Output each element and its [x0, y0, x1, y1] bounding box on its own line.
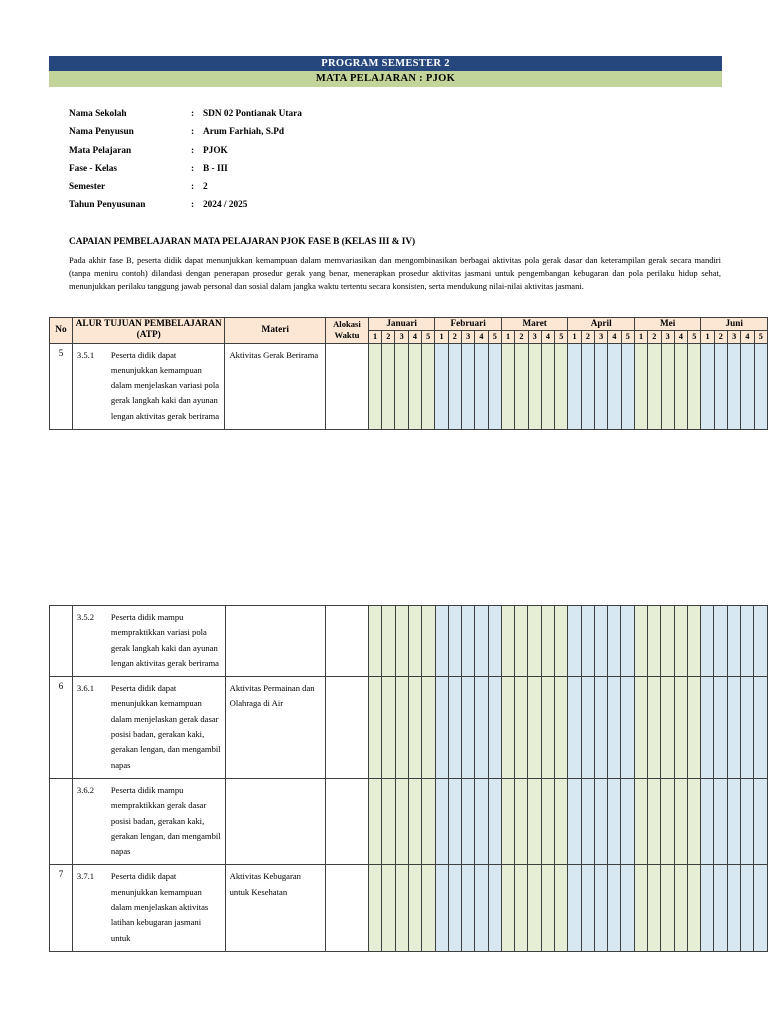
alokasi-line-2: Waktu [334, 330, 360, 341]
identity-label: Fase - Kelas [69, 163, 118, 174]
cell-atp [72, 606, 225, 677]
cell-week-marker[interactable] [462, 343, 475, 429]
identity-label: Nama Penyusun [69, 127, 134, 138]
column-header-week: 1 [368, 330, 381, 343]
cell-week-marker[interactable] [501, 778, 514, 864]
cell-week-marker[interactable] [687, 865, 700, 951]
identity-row [69, 146, 302, 164]
column-header-week: 4 [475, 330, 488, 343]
cell-week-marker[interactable] [568, 677, 581, 779]
atp-text: Peserta didik dapat menunjukkan kemampuan dalam menjelaskan gerak dasar posisi badan, gerakan kaki, gerakan lengan, dan mengambil napas [110, 683, 221, 770]
atp-item [77, 869, 222, 945]
cell-week-marker[interactable] [754, 778, 768, 864]
column-header-no: No [50, 318, 73, 344]
column-header-week: 3 [395, 330, 408, 343]
column-header-week: 2 [714, 330, 727, 343]
cell-week-marker[interactable] [382, 778, 395, 864]
cell-week-marker[interactable] [701, 677, 714, 779]
cell-week-marker[interactable] [541, 343, 554, 429]
identity-colon: : [191, 182, 195, 193]
cell-week-marker[interactable] [422, 606, 435, 677]
cell-week-marker[interactable] [395, 677, 408, 779]
atp-text: Peserta didik mampu mempraktikkan gerak dasar posisi badan, gerakan kaki, gerakan lengan, dan mengambil napas [110, 784, 221, 857]
cell-week-marker[interactable] [754, 677, 768, 779]
cell-week-marker[interactable] [488, 865, 501, 951]
cell-materi: Aktivitas Kebugaran untuk Kesehatan [225, 865, 326, 951]
cell-week-marker[interactable] [568, 343, 581, 429]
atp-number: 3.6.1 [76, 683, 95, 694]
cell-week-marker[interactable] [741, 343, 754, 429]
cell-week-marker[interactable] [515, 343, 528, 429]
table-body-part-2 [50, 606, 768, 952]
table-row [50, 778, 768, 864]
cell-week-marker[interactable] [408, 606, 421, 677]
cell-week-marker[interactable] [541, 677, 554, 779]
atp-item [77, 610, 222, 671]
table-row [50, 343, 768, 429]
cell-week-marker[interactable] [714, 606, 727, 677]
cell-week-marker[interactable] [661, 778, 674, 864]
cell-week-marker[interactable] [674, 343, 687, 429]
cell-week-marker[interactable] [648, 343, 661, 429]
cell-week-marker[interactable] [594, 677, 607, 779]
cell-week-marker[interactable] [369, 677, 382, 779]
cell-week-marker[interactable] [608, 606, 621, 677]
identity-value: B - III [203, 163, 228, 174]
cell-materi [225, 606, 326, 677]
cell-week-marker[interactable] [595, 343, 608, 429]
table-header [50, 318, 768, 344]
program-semester-title-bar: PROGRAM SEMESTER 2 [49, 56, 722, 71]
cell-week-marker[interactable] [515, 677, 528, 779]
identity-value: PJOK [203, 145, 228, 156]
cell-week-marker[interactable] [555, 606, 568, 677]
cell-week-marker[interactable] [581, 343, 594, 429]
atp-number: 3.6.2 [76, 784, 95, 795]
column-header-week: 4 [741, 330, 754, 343]
cell-no: 6 [50, 677, 73, 779]
identity-value: 2024 / 2025 [203, 200, 248, 211]
cell-week-marker[interactable] [528, 606, 541, 677]
cell-week-marker[interactable] [382, 343, 395, 429]
cell-week-marker[interactable] [501, 677, 514, 779]
cell-week-marker[interactable] [701, 343, 714, 429]
cell-week-marker[interactable] [714, 343, 727, 429]
table-row [50, 865, 768, 951]
cell-week-marker[interactable] [462, 778, 475, 864]
cell-week-marker[interactable] [754, 865, 768, 951]
cell-week-marker[interactable] [648, 778, 661, 864]
column-header-week: 5 [754, 330, 767, 343]
cell-week-marker[interactable] [701, 606, 714, 677]
alokasi-line-1: Alokasi [333, 318, 361, 329]
cell-week-marker[interactable] [488, 677, 501, 779]
cell-week-marker[interactable] [555, 677, 568, 779]
cell-week-marker[interactable] [634, 865, 647, 951]
identity-label: Semester [69, 182, 106, 193]
atp-item [77, 348, 222, 424]
cell-week-marker[interactable] [621, 606, 634, 677]
cell-week-marker[interactable] [674, 606, 687, 677]
column-header-month: Februari [435, 318, 502, 331]
cell-week-marker[interactable] [634, 677, 647, 779]
cell-week-marker[interactable] [462, 677, 475, 779]
cell-week-marker[interactable] [475, 778, 488, 864]
cell-week-marker[interactable] [661, 343, 674, 429]
cell-no [50, 778, 73, 864]
cell-week-marker[interactable] [408, 343, 421, 429]
cell-no: 7 [50, 865, 73, 951]
cell-week-marker[interactable] [648, 606, 661, 677]
cell-week-marker[interactable] [687, 677, 700, 779]
cell-week-marker[interactable] [382, 606, 395, 677]
cell-week-marker[interactable] [528, 343, 541, 429]
cell-week-marker[interactable] [714, 865, 727, 951]
column-header-week: 5 [621, 330, 634, 343]
cell-week-marker[interactable] [541, 778, 554, 864]
atp-number: 3.5.1 [76, 349, 95, 360]
identity-value: SDN 02 Pontianak Utara [203, 109, 302, 119]
cell-week-marker[interactable] [488, 778, 501, 864]
identity-row [69, 109, 302, 127]
cell-week-marker[interactable] [369, 778, 382, 864]
cell-week-marker[interactable] [475, 865, 488, 951]
cell-week-marker[interactable] [594, 606, 607, 677]
identity-colon: : [191, 145, 195, 156]
table-header-row-months [50, 318, 768, 331]
identity-label: Nama Sekolah [69, 109, 127, 119]
column-header-week: 5 [422, 330, 435, 343]
column-header-week: 2 [581, 330, 594, 343]
column-header-week: 4 [674, 330, 687, 343]
cell-alokasi-waktu [326, 606, 369, 677]
table-row [50, 677, 768, 779]
cell-week-marker[interactable] [608, 865, 621, 951]
column-header-week: 5 [555, 330, 568, 343]
cell-atp [72, 865, 225, 951]
cell-week-marker[interactable] [727, 677, 740, 779]
cell-week-marker[interactable] [568, 865, 581, 951]
atp-item [77, 783, 222, 859]
identity-label: Tahun Penyusunan [69, 200, 146, 211]
cell-week-marker[interactable] [435, 606, 448, 677]
capaian-pembelajaran-body: Pada akhir fase B, peserta didik dapat menunjukkan kemampuan dalam memvariasikan dan mengombinasikan berbagai aktivitas pola gerak dasar dan keterampilan gerak secara mandiri (tanpa meniru contoh) dilandasi dengan penerapan prosedur gerak yang benar, menerapkan prosedur aktivitas jasmani untuk pengembangan kebugaran dan pola perilaku hidup sehat, menunjukkan perilaku tanggung jawab personal dan sosial dalam jangka waktu tertentu secara konsisten, serta mendukung nilai-nilai aktivitas jasmani. [69, 255, 721, 292]
cell-week-marker[interactable] [581, 606, 594, 677]
cell-week-marker[interactable] [501, 865, 514, 951]
program-semester-table-part-2 [49, 605, 768, 952]
cell-week-marker[interactable] [395, 778, 408, 864]
cell-week-marker[interactable] [568, 606, 581, 677]
identity-value: 2 [203, 182, 208, 193]
cell-week-marker[interactable] [448, 865, 461, 951]
table-body-part-1 [50, 343, 768, 429]
cell-atp [72, 778, 225, 864]
cell-week-marker[interactable] [541, 606, 554, 677]
cell-no: 5 [50, 343, 73, 429]
cell-week-marker[interactable] [369, 865, 382, 951]
atp-number: 3.7.1 [76, 871, 95, 882]
cell-week-marker[interactable] [435, 677, 448, 779]
cell-week-marker[interactable] [727, 865, 740, 951]
identity-row [69, 200, 302, 218]
cell-week-marker[interactable] [621, 343, 634, 429]
cell-week-marker[interactable] [555, 343, 568, 429]
cell-week-marker[interactable] [687, 606, 700, 677]
column-header-week: 4 [541, 330, 554, 343]
atp-number: 3.5.2 [76, 612, 95, 622]
cell-week-marker[interactable] [448, 343, 461, 429]
cell-week-marker[interactable] [422, 677, 435, 779]
cell-alokasi-waktu [326, 865, 369, 951]
column-header-week: 2 [515, 330, 528, 343]
cell-week-marker[interactable] [661, 677, 674, 779]
column-header-month: Juni [701, 318, 768, 331]
cell-alokasi-waktu [326, 778, 369, 864]
column-header-week: 2 [448, 330, 461, 343]
identity-row [69, 127, 302, 145]
cell-week-marker[interactable] [408, 778, 421, 864]
cell-week-marker[interactable] [515, 778, 528, 864]
cell-week-marker[interactable] [714, 778, 727, 864]
cell-week-marker[interactable] [368, 343, 381, 429]
cell-week-marker[interactable] [488, 606, 501, 677]
cell-week-marker[interactable] [528, 865, 541, 951]
column-header-week: 1 [701, 330, 714, 343]
column-header-materi: Materi [225, 318, 326, 344]
cell-week-marker[interactable] [382, 677, 395, 779]
column-header-month: April [568, 318, 634, 331]
atp-text: Peserta didik dapat menunjukkan kemampuan dalam menjelaskan variasi pola gerak langkah kaki dan ayunan lengan aktivitas gerak berirama [110, 349, 220, 421]
cell-week-marker[interactable] [674, 778, 687, 864]
cell-week-marker[interactable] [674, 865, 687, 951]
cell-week-marker[interactable] [581, 677, 594, 779]
cell-week-marker[interactable] [395, 343, 408, 429]
cell-week-marker[interactable] [754, 343, 767, 429]
cell-week-marker[interactable] [714, 677, 727, 779]
cell-week-marker[interactable] [501, 343, 514, 429]
column-header-week: 3 [727, 330, 740, 343]
cell-week-marker[interactable] [740, 606, 753, 677]
column-header-month: Mei [634, 318, 700, 331]
cell-week-marker[interactable] [621, 778, 634, 864]
cell-week-marker[interactable] [408, 865, 421, 951]
cell-week-marker[interactable] [634, 606, 647, 677]
cell-week-marker[interactable] [475, 606, 488, 677]
cell-week-marker[interactable] [369, 606, 382, 677]
column-header-month: Maret [501, 318, 567, 331]
cell-week-marker[interactable] [634, 343, 647, 429]
cell-materi [225, 778, 326, 864]
cell-week-marker[interactable] [475, 343, 488, 429]
cell-week-marker[interactable] [608, 343, 621, 429]
column-header-week: 2 [648, 330, 661, 343]
identity-colon: : [191, 109, 195, 119]
cell-week-marker[interactable] [608, 778, 621, 864]
cell-week-marker[interactable] [435, 778, 448, 864]
cell-week-marker[interactable] [727, 606, 740, 677]
cell-week-marker[interactable] [608, 677, 621, 779]
column-header-week: 1 [568, 330, 581, 343]
identity-colon: : [191, 163, 195, 174]
cell-week-marker[interactable] [568, 778, 581, 864]
column-header-week: 3 [595, 330, 608, 343]
column-header-week: 2 [382, 330, 395, 343]
column-header-week: 1 [501, 330, 514, 343]
atp-text: Peserta didik dapat menunjukkan kemampuan dalam menjelaskan aktivitas latihan kebugaran jasmani untuk [110, 871, 209, 943]
cell-week-marker[interactable] [740, 865, 753, 951]
cell-week-marker[interactable] [515, 606, 528, 677]
cell-week-marker[interactable] [382, 865, 395, 951]
cell-week-marker[interactable] [408, 677, 421, 779]
cell-week-marker[interactable] [488, 343, 501, 429]
cell-week-marker[interactable] [701, 865, 714, 951]
cell-materi: Aktivitas Permainan dan Olahraga di Air [225, 677, 326, 779]
column-header-week: 4 [608, 330, 621, 343]
cell-week-marker[interactable] [661, 865, 674, 951]
cell-week-marker[interactable] [674, 677, 687, 779]
cell-week-marker[interactable] [422, 865, 435, 951]
identity-label: Mata Pelajaran [69, 145, 132, 156]
mata-pelajaran-title-bar: MATA PELAJARAN : PJOK [49, 71, 722, 87]
cell-week-marker[interactable] [648, 677, 661, 779]
cell-atp [72, 343, 225, 429]
cell-no [50, 606, 73, 677]
cell-week-marker[interactable] [515, 865, 528, 951]
cell-week-marker[interactable] [435, 343, 448, 429]
cell-week-marker[interactable] [448, 677, 461, 779]
cell-week-marker[interactable] [475, 677, 488, 779]
identity-value: Arum Farhiah, S.Pd [203, 127, 285, 138]
identity-colon: : [191, 200, 195, 211]
cell-alokasi-waktu [326, 343, 369, 429]
cell-week-marker[interactable] [462, 865, 475, 951]
identity-block [69, 109, 302, 219]
column-header-week: 5 [688, 330, 701, 343]
cell-week-marker[interactable] [541, 865, 554, 951]
cell-week-marker[interactable] [422, 778, 435, 864]
column-header-week: 1 [634, 330, 647, 343]
cell-week-marker[interactable] [462, 606, 475, 677]
program-semester-table-part-1 [49, 317, 768, 430]
cell-week-marker[interactable] [448, 778, 461, 864]
cell-week-marker[interactable] [435, 865, 448, 951]
cell-week-marker[interactable] [501, 606, 514, 677]
cell-week-marker[interactable] [727, 343, 740, 429]
cell-week-marker[interactable] [594, 865, 607, 951]
cell-materi: Aktivitas Gerak Berirama [225, 343, 326, 429]
cell-week-marker[interactable] [594, 778, 607, 864]
atp-text: Peserta didik mampu mempraktikkan variasi pola gerak langkah kaki dan ayunan lengan aktivitas gerak berirama [110, 612, 219, 668]
cell-week-marker[interactable] [395, 606, 408, 677]
identity-row [69, 182, 302, 200]
identity-row [69, 164, 302, 182]
cell-week-marker[interactable] [621, 677, 634, 779]
atp-item [77, 681, 222, 773]
cell-week-marker[interactable] [448, 606, 461, 677]
column-header-week: 5 [488, 330, 501, 343]
cell-week-marker[interactable] [395, 865, 408, 951]
cell-week-marker[interactable] [740, 778, 753, 864]
cell-week-marker[interactable] [555, 778, 568, 864]
cell-week-marker[interactable] [661, 606, 674, 677]
column-header-week: 4 [408, 330, 421, 343]
cell-week-marker[interactable] [727, 778, 740, 864]
cell-alokasi-waktu [326, 677, 369, 779]
column-header-week: 3 [528, 330, 541, 343]
cell-week-marker[interactable] [754, 606, 768, 677]
cell-week-marker[interactable] [688, 343, 701, 429]
cell-week-marker[interactable] [740, 677, 753, 779]
column-header-month: Januari [368, 318, 434, 331]
table-row [50, 606, 768, 677]
column-header-week: 3 [462, 330, 475, 343]
cell-week-marker[interactable] [634, 778, 647, 864]
column-header-week: 3 [661, 330, 674, 343]
column-header-alokasi-waktu [326, 318, 369, 344]
cell-week-marker[interactable] [581, 778, 594, 864]
column-header-atp: ALUR TUJUAN PEMBELAJARAN (ATP) [72, 318, 225, 344]
cell-week-marker[interactable] [528, 677, 541, 779]
cell-week-marker[interactable] [687, 778, 700, 864]
cell-week-marker[interactable] [581, 865, 594, 951]
capaian-pembelajaran-heading: CAPAIAN PEMBELAJARAN MATA PELAJARAN PJOK FASE B (KELAS III & IV) [69, 237, 416, 247]
column-header-week: 1 [435, 330, 448, 343]
cell-week-marker[interactable] [422, 343, 435, 429]
cell-week-marker[interactable] [555, 865, 568, 951]
identity-colon: : [191, 127, 195, 138]
cell-week-marker[interactable] [701, 778, 714, 864]
cell-atp [72, 677, 225, 779]
cell-week-marker[interactable] [528, 778, 541, 864]
cell-week-marker[interactable] [621, 865, 634, 951]
cell-week-marker[interactable] [648, 865, 661, 951]
